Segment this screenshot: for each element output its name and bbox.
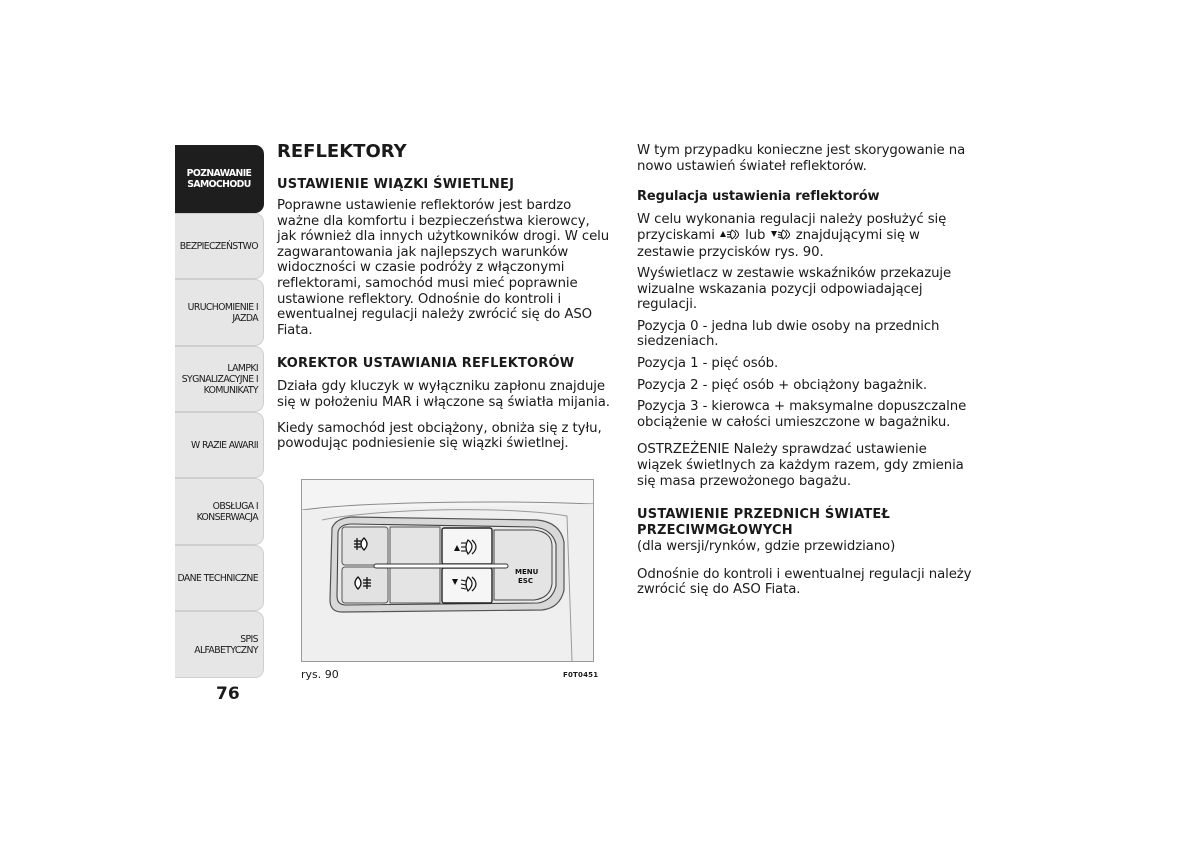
page-number: 76: [216, 684, 240, 704]
left-column: [277, 141, 612, 458]
esc-label: ESC: [518, 577, 533, 585]
regulacja-text-b: lub: [745, 227, 766, 243]
paragraph-wyswietlacz: Wyświetlacz w zestawie wskaźników przekazuje wizualne wskazania pozycji odpowiadającej regulacji.: [637, 265, 952, 313]
right-column: [637, 143, 972, 604]
paragraph-intro: Poprawne ustawienie reflektorów jest bardzo ważne dla komfortu i bezpieczeństwa kierowcy, jak również dla innych użytkowników drogi. W celu zagwarantowania jak najlepszych warunków widoczności w czasie podróży z włączonymi reflektorami, samochód musi mieć poprawnie ustawione reflektory. Odnośnie do kontroli i ewentualnej regulacji należy zwrócić się do ASO Fiata.: [277, 198, 610, 338]
paragraph-dla-wersji: (dla wersji/rynków, gdzie przewidziano): [637, 539, 896, 555]
tab-uruchomienie-i-jazda[interactable]: URUCHOMIENIE I JAZDA: [175, 279, 264, 346]
paragraph-kontrola-aso: Odnośnie do kontroli i ewentualnej regulacji należy zwrócić się do ASO Fiata.: [637, 566, 972, 598]
tab-obsluga-i-konserwacja[interactable]: OBSŁUGA I KONSERWACJA: [175, 478, 264, 545]
paragraph-pozycja-1: Pozycja 1 - pięć osób.: [637, 355, 779, 371]
paragraph-korektor-1: Działa gdy kluczyk w wyłączniku zapłonu znajduje się w położeniu MAR i włączone są światła mijania.: [277, 379, 610, 410]
tab-w-razie-awarii[interactable]: W RAZIE AWARII: [175, 412, 264, 478]
heading-ustawienie-wiazki: USTAWIENIE WIĄZKI ŚWIETLNEJ: [277, 177, 515, 192]
paragraph-pozycja-0: Pozycja 0 - jedna lub dwie osoby na przednich siedzeniach.: [637, 318, 940, 350]
section-title: REFLEKTORY: [277, 141, 407, 162]
heading-regulacja: Regulacja ustawienia reflektorów: [637, 189, 880, 205]
figure-headlight-buttons: [301, 479, 594, 662]
tab-bezpieczenstwo[interactable]: BEZPIECZEŃSTWO: [175, 213, 264, 279]
paragraph-pozycja-3: Pozycja 3 - kierowca + maksymalne dopuszczalne obciążenie w całości umieszczone w bagażniku.: [637, 399, 967, 430]
regulacja-text-c: znajdującymi się w zestawie przycisków rys. 90.: [637, 227, 920, 261]
figure-code: F0T0451: [563, 671, 599, 679]
tab-spis-alfabetyczny[interactable]: SPIS ALFABETYCZNY: [175, 611, 264, 678]
tab-poznawanie-samochodu[interactable]: POZNAWANIE SAMOCHODU: [175, 145, 264, 213]
menu-label: MENU: [515, 568, 539, 576]
headlight-down-inline-icon: [770, 228, 792, 246]
headlight-up-inline-icon: [719, 228, 741, 246]
button-panel-illustration: [302, 480, 593, 661]
heading-swiatla-przeciwmglowe: USTAWIENIE PRZEDNICH ŚWIATEŁ PRZECIWMGŁOWYCH: [637, 507, 891, 539]
tab-dane-techniczne[interactable]: DANE TECHNICZNE: [175, 545, 264, 611]
tab-lampki-sygnalizacyjne[interactable]: LAMPKI SYGNALIZACYJNE I KOMUNIKATY: [175, 346, 264, 412]
paragraph-pozycja-2: Pozycja 2 - pięć osób + obciążony bagażnik.: [637, 377, 927, 393]
figure-caption: rys. 90: [301, 668, 339, 681]
paragraph-skorygowanie: W tym przypadku konieczne jest skorygowanie na nowo ustawień świateł reflektorów.: [637, 143, 966, 174]
paragraph-ostrzezenie: OSTRZEŻENIE Należy sprawdzać ustawienie wiązek świetlnych za każdym razem, gdy zmienia się masa przewożonego bagażu.: [637, 442, 964, 489]
paragraph-regulacja: [637, 212, 972, 261]
paragraph-korektor-2: Kiedy samochód jest obciążony, obniża się z tyłu, powodując podniesienie się wiązki świetlnej.: [277, 420, 602, 452]
heading-korektor: KOREKTOR USTAWIANIA REFLEKTORÓW: [277, 356, 575, 372]
regulacja-text-a: W celu wykonania regulacji należy posłużyć się przyciskami: [637, 212, 947, 243]
